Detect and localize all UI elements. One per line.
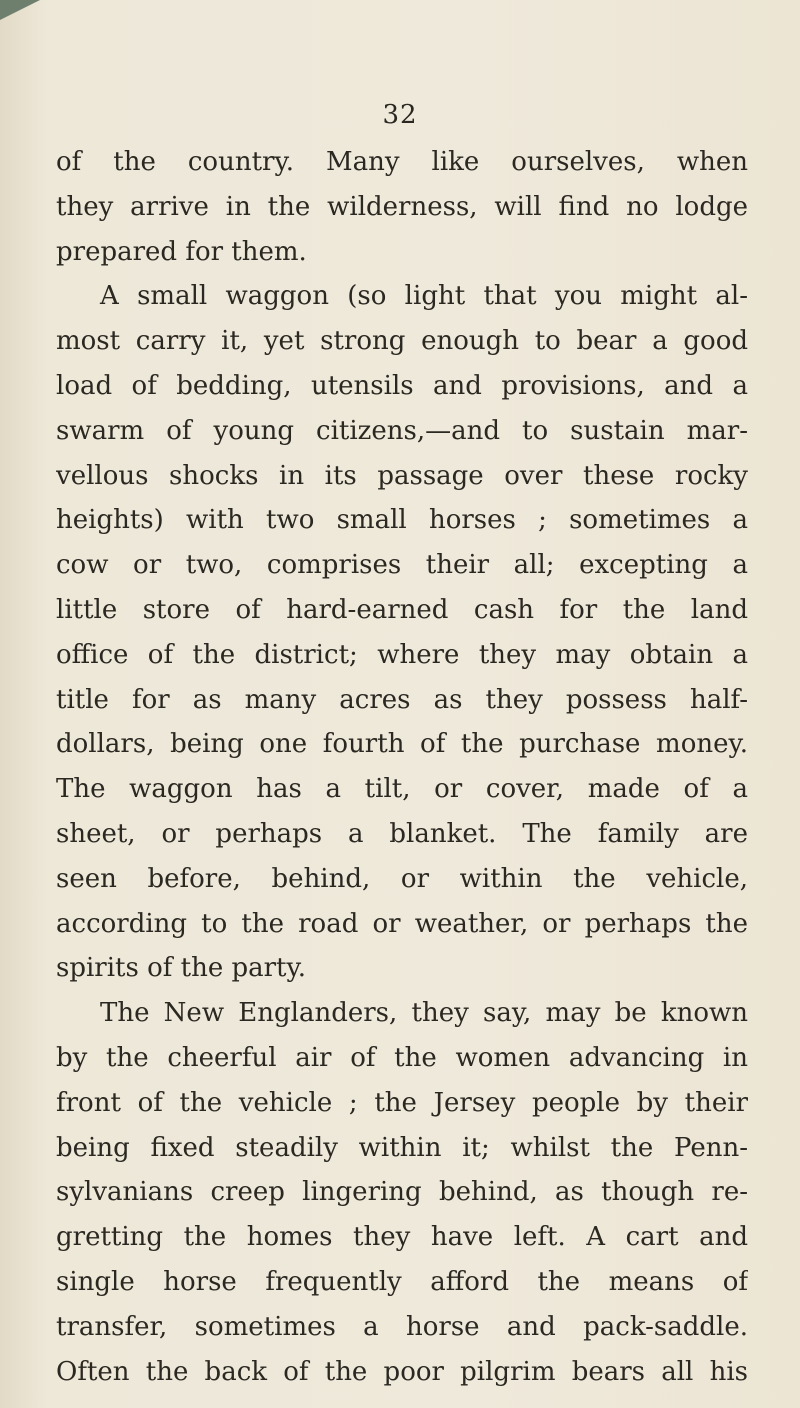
text-line: seen before, behind, or within the vehicle, xyxy=(56,863,748,894)
text-line: The waggon has a tilt, or cover, made of a xyxy=(56,774,748,805)
text-line: The New Englanders, they say, may be known xyxy=(100,998,748,1029)
text-line: vellous shocks in its passage over these rocky xyxy=(56,460,748,491)
page-corner-shadow xyxy=(0,0,40,20)
text-line: A small waggon (so light that you might al- xyxy=(100,281,748,312)
text-line: being fixed steadily within it; whilst the Penn- xyxy=(56,1132,748,1163)
text-line: according to the road or weather, or perhaps the xyxy=(56,908,748,939)
text-line: load of bedding, utensils and provisions, and a xyxy=(56,370,748,401)
text-line: title for as many acres as they possess half- xyxy=(56,684,748,715)
body-text xyxy=(56,140,748,1394)
text-line: of the country. Many like ourselves, when xyxy=(56,147,748,177)
text-line: sylvanians creep lingering behind, as though re- xyxy=(56,1177,748,1208)
text-line: heights) with two small horses ; sometimes a xyxy=(56,505,748,536)
text-line: swarm of young citizens,—and to sustain mar- xyxy=(56,415,748,446)
text-line: most carry it, yet strong enough to bear a good xyxy=(56,326,748,357)
text-line: Often the back of the poor pilgrim bears all his xyxy=(56,1356,748,1387)
text-line: office of the district; where they may obtain a xyxy=(56,639,748,670)
text-line: single horse frequently afford the means of xyxy=(56,1266,748,1297)
text-line: prepared for them. xyxy=(56,236,307,267)
text-line: cow or two, comprises their all; excepting a xyxy=(56,550,748,581)
text-line: by the cheerful air of the women advancing in xyxy=(56,1042,748,1073)
text-line: spirits of the party. xyxy=(56,953,307,984)
text-line: little store of hard-earned cash for the land xyxy=(56,594,748,625)
text-line: sheet, or perhaps a blanket. The family are xyxy=(56,818,748,849)
text-line: dollars, being one fourth of the purchase money. xyxy=(56,729,748,760)
text-line: they arrive in the wilderness, will find no lodge xyxy=(56,191,748,222)
text-line: front of the vehicle ; the Jersey people by their xyxy=(56,1087,748,1118)
page-number: 32 xyxy=(382,100,418,130)
text-line: transfer, sometimes a horse and pack-saddle. xyxy=(56,1311,748,1342)
text-line: gretting the homes they have left. A cart and xyxy=(56,1222,748,1253)
